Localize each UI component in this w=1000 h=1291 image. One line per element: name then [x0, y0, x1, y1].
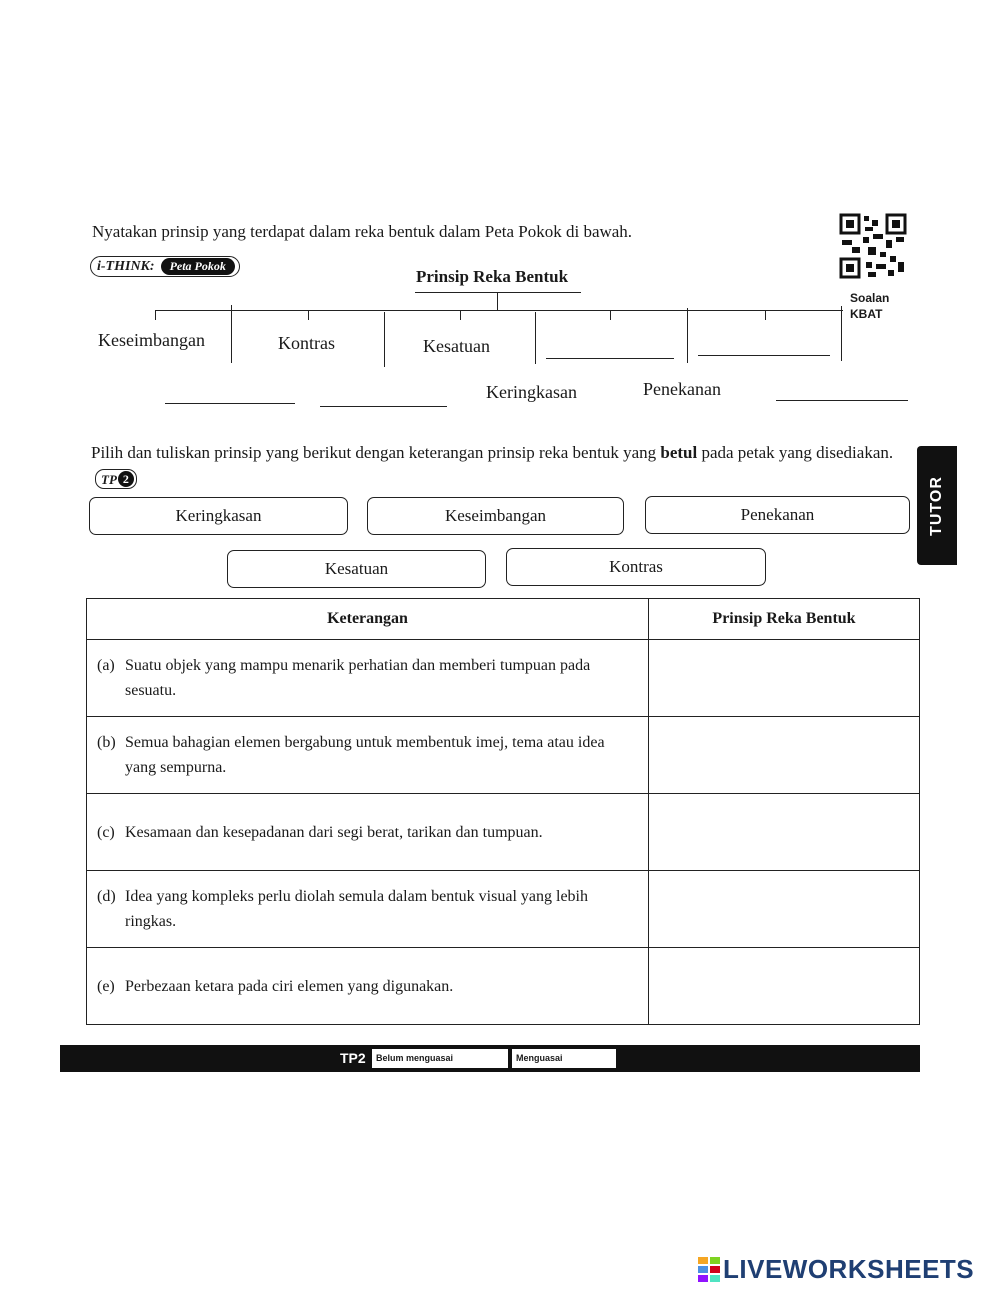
tree-branch-keseimbangan: Keseimbangan	[98, 330, 205, 350]
row-text: Kesamaan dan kesepadanan dari segi berat, tarikan dan tumpuan.	[125, 823, 543, 841]
row-c-desc	[87, 794, 649, 871]
header-prinsip: Prinsip Reka Bentuk	[649, 599, 920, 640]
row-letter: (c)	[97, 823, 115, 841]
instruction-2-bold: betul	[660, 443, 698, 462]
answer-cell-d[interactable]	[649, 871, 920, 948]
row-a-desc	[87, 640, 649, 717]
choice-kontras[interactable]: Kontras	[506, 548, 766, 586]
tp-badge	[95, 469, 137, 489]
instruction-2	[91, 440, 911, 490]
qr-caption-line2: KBAT	[850, 307, 883, 321]
table-header-row	[87, 599, 920, 640]
tree-blank-1[interactable]	[546, 358, 674, 359]
row-text: Semua bahagian elemen bergabung untuk membentuk imej, tema atau idea yang sempurna.	[125, 734, 605, 776]
header-keterangan: Keterangan	[87, 599, 649, 640]
footer-belum-menguasai[interactable]: Belum menguasai	[372, 1049, 508, 1068]
qr-code-icon	[838, 212, 908, 280]
choice-kesatuan[interactable]: Kesatuan	[227, 550, 486, 588]
choice-keringkasan[interactable]: Keringkasan	[89, 497, 348, 535]
tree-divider	[384, 312, 385, 367]
qr-caption	[850, 290, 889, 322]
footer-menguasai[interactable]: Menguasai	[512, 1049, 616, 1068]
table-row	[87, 717, 920, 794]
qr-caption-line1: Soalan	[850, 291, 890, 305]
choice-penekanan[interactable]: Penekanan	[645, 496, 910, 534]
table-row	[87, 640, 920, 717]
answer-cell-a[interactable]	[649, 640, 920, 717]
table-row	[87, 871, 920, 948]
answer-blank-2[interactable]	[320, 406, 447, 407]
instruction-2-text-after: pada petak yang disediakan.	[701, 443, 894, 462]
row-b-desc	[87, 717, 649, 794]
row-text: Suatu objek yang mampu menarik perhatian dan memberi tumpuan pada sesuatu.	[125, 657, 591, 699]
table-row	[87, 948, 920, 1025]
tutor-tab-label: TUTOR	[928, 475, 945, 536]
row-e-desc	[87, 948, 649, 1025]
answer-penekanan: Penekanan	[643, 379, 721, 399]
answer-cell-c[interactable]	[649, 794, 920, 871]
tree-divider	[535, 312, 536, 364]
tree-branch-kesatuan: Kesatuan	[423, 336, 490, 356]
row-text: Perbezaan ketara pada ciri elemen yang digunakan.	[125, 977, 454, 995]
peta-pokok-badge: Peta Pokok	[161, 258, 235, 275]
tree-trunk	[497, 293, 498, 310]
tree-branch-line	[155, 310, 843, 311]
tp-badge-label: TP	[101, 471, 117, 487]
tree-title: Prinsip Reka Bentuk	[416, 267, 569, 286]
answer-blank-1[interactable]	[165, 403, 295, 404]
row-text: Idea yang kompleks perlu diolah semula dalam bentuk visual yang lebih ringkas.	[125, 888, 588, 930]
liveworksheets-wordmark: LIVEWORKSHEETS	[723, 1254, 975, 1284]
tree-branch-stub	[765, 310, 766, 320]
tp-badge-number: 2	[118, 471, 134, 487]
instruction-text: Nyatakan prinsip yang terdapat dalam reka bentuk dalam Peta Pokok di bawah.	[92, 222, 633, 241]
tree-branch-stub	[308, 310, 309, 320]
tree-branch-stub	[460, 310, 461, 320]
liveworksheets-icon	[698, 1257, 720, 1283]
row-d-desc	[87, 871, 649, 948]
answer-blank-3[interactable]	[776, 400, 908, 401]
tree-branch-stub	[610, 310, 611, 320]
tree-title-underline	[415, 292, 581, 293]
ithink-badge	[90, 256, 240, 277]
choice-keseimbangan[interactable]: Keseimbangan	[367, 497, 624, 535]
tree-divider	[231, 305, 232, 363]
principles-table	[86, 598, 920, 1025]
answer-cell-e[interactable]	[649, 948, 920, 1025]
tutor-tab	[917, 446, 957, 565]
ithink-label: i-THINK:	[97, 258, 155, 274]
tree-blank-2[interactable]	[698, 355, 830, 356]
answer-cell-b[interactable]	[649, 717, 920, 794]
tp-footer-bar	[60, 1045, 920, 1072]
tree-branch-kontras: Kontras	[278, 333, 335, 353]
row-letter: (d)	[97, 888, 116, 905]
tree-divider	[687, 308, 688, 363]
table-row	[87, 794, 920, 871]
tree-divider	[841, 306, 842, 361]
liveworksheets-logo	[698, 1254, 974, 1285]
row-letter: (a)	[97, 657, 115, 674]
answer-keringkasan: Keringkasan	[486, 382, 577, 402]
row-letter: (e)	[97, 977, 115, 995]
footer-tp-label: TP2	[340, 1050, 366, 1066]
instruction-2-text: Pilih dan tuliskan prinsip yang berikut dengan keterangan prinsip reka bentuk yang	[91, 443, 657, 462]
tree-branch-stub	[155, 310, 156, 320]
row-letter: (b)	[97, 734, 116, 751]
